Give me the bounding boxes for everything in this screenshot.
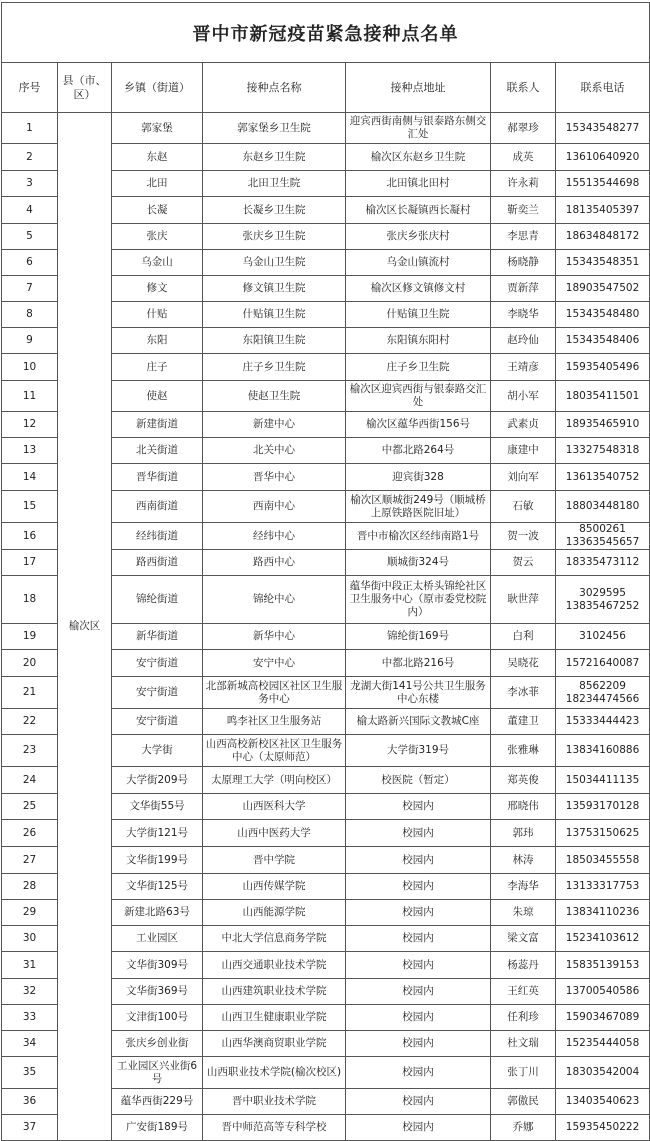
site-address-cell: 校园内: [346, 952, 491, 979]
town-cell: 文华街309号: [112, 952, 203, 979]
contact-cell: 胡小军: [491, 381, 556, 412]
town-cell: 文华街55号: [112, 794, 203, 820]
site-address-cell: 庄子乡卫生院: [346, 354, 491, 381]
row-number: 12: [2, 412, 58, 438]
row-number: 7: [2, 276, 58, 302]
header-contact: 联系人: [491, 63, 556, 113]
contact-cell: 杨蕊丹: [491, 952, 556, 979]
row-number: 14: [2, 464, 58, 491]
contact-cell: 林涛: [491, 847, 556, 874]
site-address-cell: 校园内: [346, 1057, 491, 1089]
phone-cell: 18634848172: [556, 224, 650, 250]
county-cell: 榆次区: [58, 113, 112, 1141]
site-name-cell: 路西中心: [203, 550, 346, 576]
site-address-cell: 榆次区东赵乡卫生院: [346, 144, 491, 171]
contact-cell: 白利: [491, 624, 556, 650]
phone-cell: 15234103612: [556, 926, 650, 952]
phone-cell: 13610640920: [556, 144, 650, 171]
row-number: 6: [2, 250, 58, 276]
site-address-cell: 北田镇北田村: [346, 171, 491, 197]
site-name-cell: 修文镇卫生院: [203, 276, 346, 302]
site-name-cell: 山西中医药大学: [203, 820, 346, 847]
site-name-cell: 鸣李社区卫生服务站: [203, 709, 346, 735]
phone-cell: 15333444423: [556, 709, 650, 735]
table-header-row: [2, 63, 650, 113]
phone-cell: 15343548406: [556, 328, 650, 354]
town-cell: 路西街道: [112, 550, 203, 576]
site-name-cell: 庄子乡卫生院: [203, 354, 346, 381]
row-number: 10: [2, 354, 58, 381]
row-number: 29: [2, 900, 58, 926]
contact-cell: 李思青: [491, 224, 556, 250]
site-name-cell: 乌金山卫生院: [203, 250, 346, 276]
phone-cell: 15235444058: [556, 1031, 650, 1057]
phone-cell: 13327548318: [556, 438, 650, 464]
site-address-cell: 校园内: [346, 794, 491, 820]
site-address-cell: 蕴华街中段正太桥头锦纶社区卫生服务中心（原市委党校院内）: [346, 576, 491, 624]
row-number: 15: [2, 491, 58, 523]
phone-cell: 18903547502: [556, 276, 650, 302]
site-name-cell: 晋华中心: [203, 464, 346, 491]
site-name-cell: 北部新城高校园区社区卫生服务中心: [203, 677, 346, 709]
phone-cell: 18135405397: [556, 197, 650, 224]
phone-cell: 15034411135: [556, 767, 650, 794]
site-address-cell: 校园内: [346, 874, 491, 900]
contact-cell: 杨晓静: [491, 250, 556, 276]
contact-cell: 李晓华: [491, 302, 556, 328]
phone-cell: 15513544698: [556, 171, 650, 197]
town-cell: 经纬街道: [112, 523, 203, 550]
site-address-cell: 大学街319号: [346, 735, 491, 767]
site-address-cell: 迎宾街328: [346, 464, 491, 491]
site-name-cell: 晋中职业技术学院: [203, 1089, 346, 1115]
row-number: 24: [2, 767, 58, 794]
contact-cell: 朱琼: [491, 900, 556, 926]
row-number: 25: [2, 794, 58, 820]
town-cell: 文华街125号: [112, 874, 203, 900]
row-number: 1: [2, 113, 58, 144]
phone-cell: 18803448180: [556, 491, 650, 523]
site-address-cell: 校园内: [346, 820, 491, 847]
town-cell: 大学街: [112, 735, 203, 767]
header-town: 乡镇（街道）: [112, 63, 203, 113]
site-name-cell: 山西职业技术学院(榆次校区): [203, 1057, 346, 1089]
header-site: 接种点名称: [203, 63, 346, 113]
table-row: [2, 113, 650, 144]
phone-cell: 13834160886: [556, 735, 650, 767]
town-cell: 郭家堡: [112, 113, 203, 144]
phone-cell: 8500261 13363545657: [556, 523, 650, 550]
site-name-cell: 山西华澳商贸职业学院: [203, 1031, 346, 1057]
town-cell: 什贴: [112, 302, 203, 328]
site-address-cell: 迎宾西街南侧与银泰路东侧交汇处: [346, 113, 491, 144]
row-number: 35: [2, 1057, 58, 1089]
site-address-cell: 校医院（暂定）: [346, 767, 491, 794]
phone-cell: 3029595 13835467252: [556, 576, 650, 624]
town-cell: 张庆乡创业街: [112, 1031, 203, 1057]
site-name-cell: 锦纶中心: [203, 576, 346, 624]
site-name-cell: 山西建筑职业技术学院: [203, 979, 346, 1005]
site-address-cell: 校园内: [346, 1005, 491, 1031]
site-name-cell: 东阳镇卫生院: [203, 328, 346, 354]
contact-cell: 郝翠珍: [491, 113, 556, 144]
row-number: 21: [2, 677, 58, 709]
contact-cell: 贺一波: [491, 523, 556, 550]
contact-cell: 郑英俊: [491, 767, 556, 794]
site-address-cell: 中都北路216号: [346, 650, 491, 677]
contact-cell: 杜文瑞: [491, 1031, 556, 1057]
phone-cell: 13613540752: [556, 464, 650, 491]
town-cell: 东阳: [112, 328, 203, 354]
row-number: 33: [2, 1005, 58, 1031]
contact-cell: 郭傲民: [491, 1089, 556, 1115]
town-cell: 文华街369号: [112, 979, 203, 1005]
site-name-cell: 山西卫生健康职业学院: [203, 1005, 346, 1031]
row-number: 32: [2, 979, 58, 1005]
site-name-cell: 长凝乡卫生院: [203, 197, 346, 224]
site-address-cell: 校园内: [346, 979, 491, 1005]
site-address-cell: 榆次区迎宾西街与银泰路交汇处: [346, 381, 491, 412]
contact-cell: 贾新萍: [491, 276, 556, 302]
contact-cell: 刘向军: [491, 464, 556, 491]
town-cell: 广安街189号: [112, 1115, 203, 1141]
site-name-cell: 北田卫生院: [203, 171, 346, 197]
phone-cell: 18935465910: [556, 412, 650, 438]
row-number: 4: [2, 197, 58, 224]
site-name-cell: 晋中学院: [203, 847, 346, 874]
site-address-cell: 榆次区修文镇修文村: [346, 276, 491, 302]
town-cell: 西南街道: [112, 491, 203, 523]
phone-cell: 3102456: [556, 624, 650, 650]
town-cell: 乌金山: [112, 250, 203, 276]
row-number: 18: [2, 576, 58, 624]
contact-cell: 李冰菲: [491, 677, 556, 709]
contact-cell: 董建卫: [491, 709, 556, 735]
town-cell: 修文: [112, 276, 203, 302]
contact-cell: 张雅琳: [491, 735, 556, 767]
phone-cell: 13133317753: [556, 874, 650, 900]
site-name-cell: 北关中心: [203, 438, 346, 464]
phone-cell: 15935405496: [556, 354, 650, 381]
phone-cell: 13403540623: [556, 1089, 650, 1115]
contact-cell: 靳奕兰: [491, 197, 556, 224]
site-name-cell: 安宁中心: [203, 650, 346, 677]
contact-cell: 赵玲仙: [491, 328, 556, 354]
site-address-cell: 顺城街324号: [346, 550, 491, 576]
site-address-cell: 校园内: [346, 900, 491, 926]
contact-cell: 李海华: [491, 874, 556, 900]
site-address-cell: 晋中市榆次区经纬南路1号: [346, 523, 491, 550]
contact-cell: 石敏: [491, 491, 556, 523]
phone-cell: 13593170128: [556, 794, 650, 820]
vaccination-site-table: [1, 2, 650, 1141]
row-number: 34: [2, 1031, 58, 1057]
town-cell: 安宁街道: [112, 677, 203, 709]
row-number: 20: [2, 650, 58, 677]
contact-cell: 王靖彦: [491, 354, 556, 381]
site-name-cell: 山西传媒学院: [203, 874, 346, 900]
page-title: 晋中市新冠疫苗紧急接种点名单: [2, 3, 650, 63]
town-cell: 张庆: [112, 224, 203, 250]
town-cell: 蕴华西街229号: [112, 1089, 203, 1115]
row-number: 2: [2, 144, 58, 171]
town-cell: 新建街道: [112, 412, 203, 438]
site-name-cell: 新建中心: [203, 412, 346, 438]
row-number: 36: [2, 1089, 58, 1115]
row-number: 31: [2, 952, 58, 979]
contact-cell: 贺云: [491, 550, 556, 576]
site-address-cell: 锦纶街169号: [346, 624, 491, 650]
header-county: 县（市、区）: [58, 63, 112, 113]
phone-cell: 18035411501: [556, 381, 650, 412]
phone-cell: 15343548480: [556, 302, 650, 328]
row-number: 13: [2, 438, 58, 464]
row-number: 22: [2, 709, 58, 735]
contact-cell: 梁文富: [491, 926, 556, 952]
header-address: 接种点地址: [346, 63, 491, 113]
header-no: 序号: [2, 63, 58, 113]
town-cell: 新华街道: [112, 624, 203, 650]
site-address-cell: 东阳镇东阳村: [346, 328, 491, 354]
contact-cell: 王红英: [491, 979, 556, 1005]
site-name-cell: 使赵卫生院: [203, 381, 346, 412]
town-cell: 北田: [112, 171, 203, 197]
site-name-cell: 中北大学信息商务学院: [203, 926, 346, 952]
row-number: 3: [2, 171, 58, 197]
site-name-cell: 太原理工大学（明向校区）: [203, 767, 346, 794]
row-number: 11: [2, 381, 58, 412]
site-address-cell: 榆次区蕴华西街156号: [346, 412, 491, 438]
town-cell: 东赵: [112, 144, 203, 171]
contact-cell: 武素贞: [491, 412, 556, 438]
phone-cell: 13753150625: [556, 820, 650, 847]
row-number: 16: [2, 523, 58, 550]
site-address-cell: 校园内: [346, 1089, 491, 1115]
phone-cell: 15903467089: [556, 1005, 650, 1031]
contact-cell: 邢晓伟: [491, 794, 556, 820]
row-number: 17: [2, 550, 58, 576]
contact-cell: 张丁川: [491, 1057, 556, 1089]
phone-cell: 18335473112: [556, 550, 650, 576]
site-name-cell: 西南中心: [203, 491, 346, 523]
town-cell: 大学街209号: [112, 767, 203, 794]
site-name-cell: 东赵乡卫生院: [203, 144, 346, 171]
phone-cell: 8562209 18234474566: [556, 677, 650, 709]
phone-cell: 13700540586: [556, 979, 650, 1005]
town-cell: 锦纶街道: [112, 576, 203, 624]
phone-cell: 13834110236: [556, 900, 650, 926]
header-phone: 联系电话: [556, 63, 650, 113]
row-number: 26: [2, 820, 58, 847]
row-number: 23: [2, 735, 58, 767]
site-address-cell: 张庆乡张庆村: [346, 224, 491, 250]
contact-cell: 康建中: [491, 438, 556, 464]
town-cell: 新建北路63号: [112, 900, 203, 926]
row-number: 27: [2, 847, 58, 874]
row-number: 19: [2, 624, 58, 650]
site-address-cell: 龙湖大街141号公共卫生服务中心东楼: [346, 677, 491, 709]
town-cell: 北关街道: [112, 438, 203, 464]
row-number: 8: [2, 302, 58, 328]
contact-cell: 耿世萍: [491, 576, 556, 624]
site-name-cell: 新华中心: [203, 624, 346, 650]
site-name-cell: 山西医科大学: [203, 794, 346, 820]
row-number: 28: [2, 874, 58, 900]
phone-cell: 18503455558: [556, 847, 650, 874]
site-name-cell: 山西能源学院: [203, 900, 346, 926]
phone-cell: 18303542004: [556, 1057, 650, 1089]
town-cell: 文津街100号: [112, 1005, 203, 1031]
phone-cell: 15935450222: [556, 1115, 650, 1141]
site-name-cell: 张庆乡卫生院: [203, 224, 346, 250]
site-name-cell: 山西交通职业技术学院: [203, 952, 346, 979]
contact-cell: 成英: [491, 144, 556, 171]
site-address-cell: 校园内: [346, 1115, 491, 1141]
site-address-cell: 校园内: [346, 1031, 491, 1057]
phone-cell: 15343548351: [556, 250, 650, 276]
row-number: 9: [2, 328, 58, 354]
town-cell: 晋华街道: [112, 464, 203, 491]
phone-cell: 15721640087: [556, 650, 650, 677]
town-cell: 工业园区: [112, 926, 203, 952]
site-name-cell: 山西高校新校区社区卫生服务中心（太原师范）: [203, 735, 346, 767]
contact-cell: 乔娜: [491, 1115, 556, 1141]
contact-cell: 吴晓花: [491, 650, 556, 677]
town-cell: 庄子: [112, 354, 203, 381]
site-name-cell: 经纬中心: [203, 523, 346, 550]
town-cell: 安宁街道: [112, 709, 203, 735]
town-cell: 大学街121号: [112, 820, 203, 847]
site-name-cell: 晋中师范高等专科学校: [203, 1115, 346, 1141]
town-cell: 文华街199号: [112, 847, 203, 874]
site-address-cell: 什贴镇卫生院: [346, 302, 491, 328]
town-cell: 长凝: [112, 197, 203, 224]
site-address-cell: 校园内: [346, 847, 491, 874]
site-name-cell: 郭家堡乡卫生院: [203, 113, 346, 144]
row-number: 5: [2, 224, 58, 250]
row-number: 30: [2, 926, 58, 952]
site-address-cell: 中都北路264号: [346, 438, 491, 464]
phone-cell: 15835139153: [556, 952, 650, 979]
town-cell: 安宁街道: [112, 650, 203, 677]
contact-cell: 许永莉: [491, 171, 556, 197]
site-address-cell: 乌金山镇流村: [346, 250, 491, 276]
site-name-cell: 什贴镇卫生院: [203, 302, 346, 328]
site-address-cell: 榆次区顺城街249号（顺城桥上原铁路医院旧址）: [346, 491, 491, 523]
town-cell: 使赵: [112, 381, 203, 412]
phone-cell: 15343548277: [556, 113, 650, 144]
row-number: 37: [2, 1115, 58, 1141]
town-cell: 工业园区兴业街6号: [112, 1057, 203, 1089]
site-address-cell: 校园内: [346, 926, 491, 952]
contact-cell: 郭玮: [491, 820, 556, 847]
site-address-cell: 榆太路新兴国际文教城C座: [346, 709, 491, 735]
site-address-cell: 榆次区长凝镇西长凝村: [346, 197, 491, 224]
contact-cell: 任利珍: [491, 1005, 556, 1031]
